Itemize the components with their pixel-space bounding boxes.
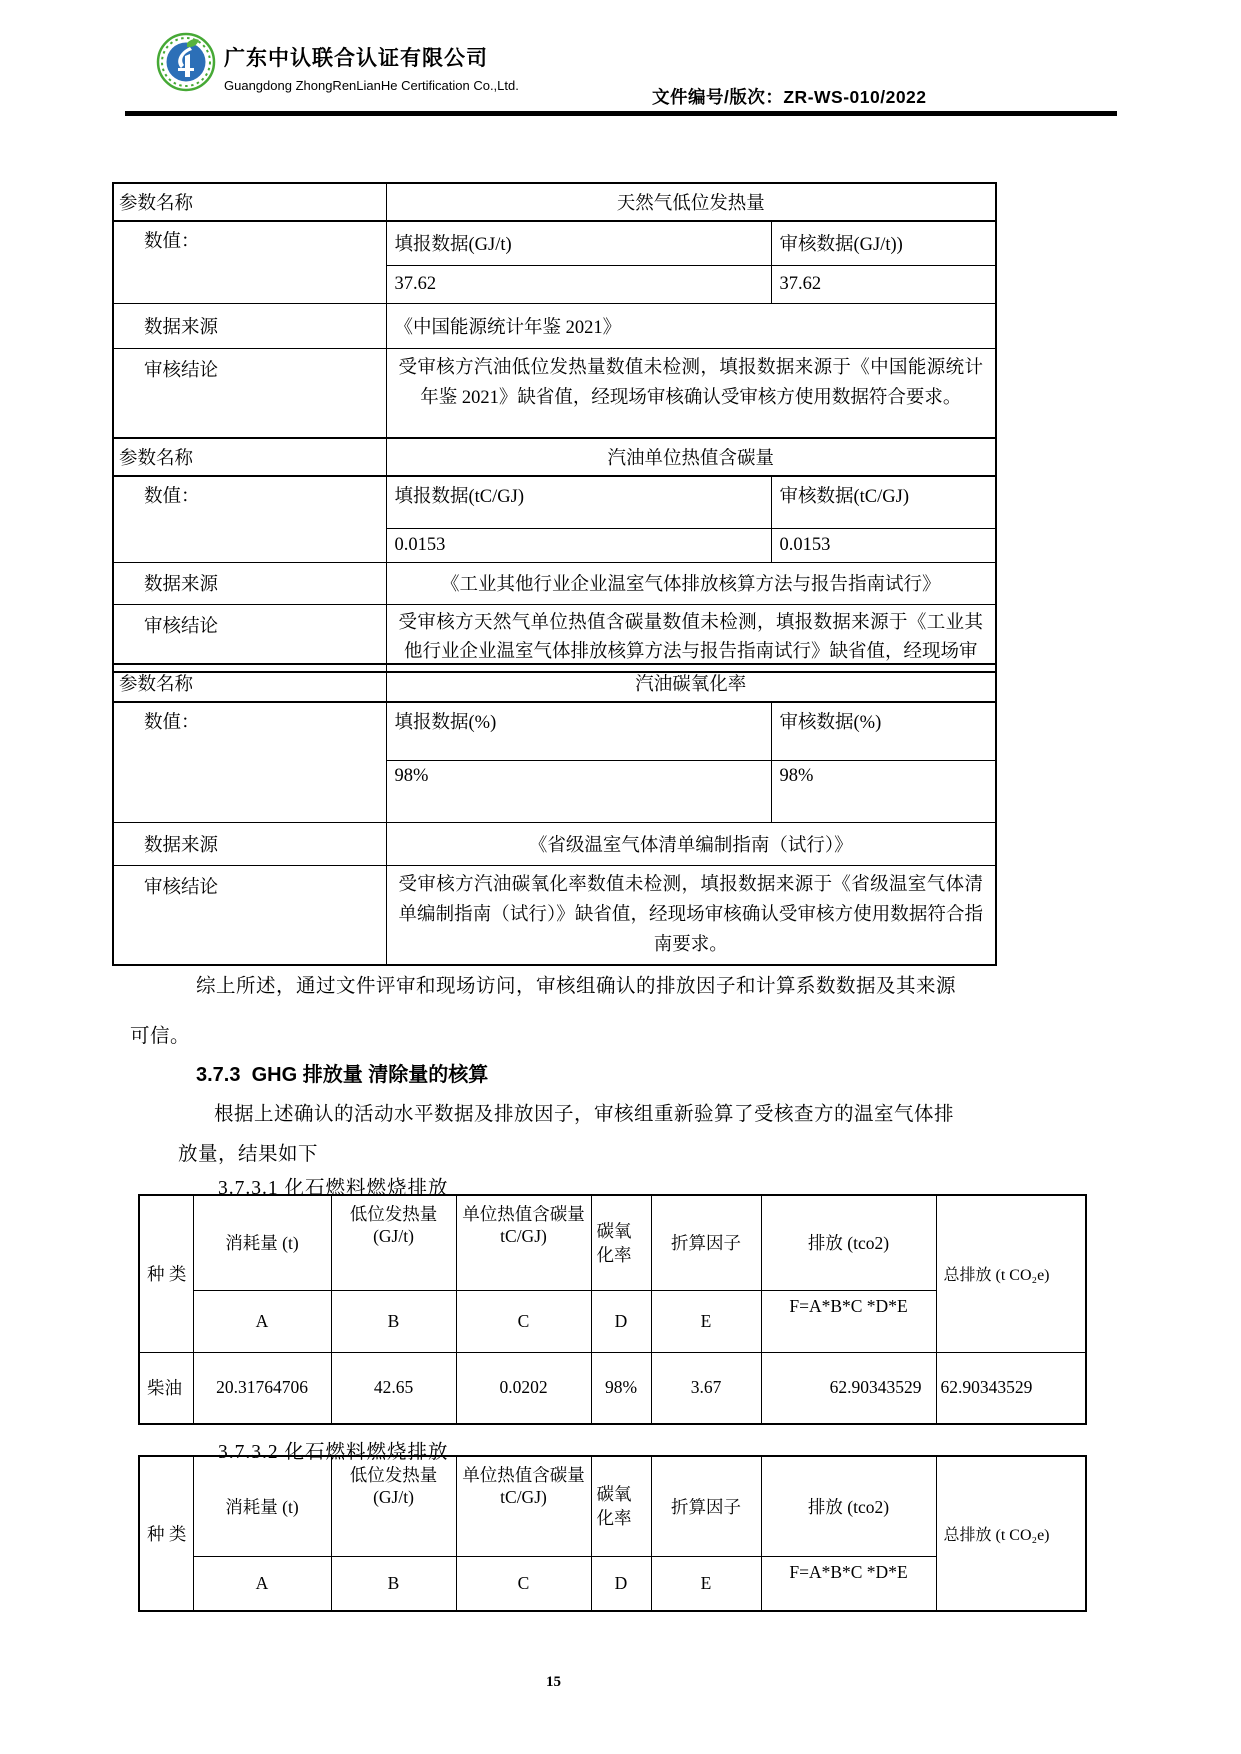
param-name-value: 天然气低位发热量 [386,183,996,221]
reported-data-value: 0.0153 [386,528,771,562]
data-source-value: 《工业其他行业企业温室气体排放核算方法与报告指南试行》 [386,562,996,604]
body-paragraph-line-1: 根据上述确认的活动水平数据及排放因子，审核组重新验算了受核查方的温室气体排 [214,1104,955,1125]
row-letter-f-formula: F=A*B*C *D*E [761,1290,936,1352]
emission-header: 排放 (tco2) [761,1195,936,1290]
reported-data-value: 37.62 [386,265,771,303]
oxidation-rate-header: 碳氧化率 [591,1195,651,1290]
reported-data-value: 98% [386,760,771,822]
data-source-label: 数据来源 [113,303,386,348]
page-number: 15 [546,1674,561,1690]
value-e: 3.67 [651,1352,761,1424]
parameter-table-carbon-content [112,437,997,673]
kind-header: 种 类 [139,1195,193,1352]
verified-data-header: 审核数据(GJ/t)) [771,221,996,265]
carbon-content-header: 单位热值含碳量 tC/GJ) [456,1195,591,1290]
row-letter-f-formula: F=A*B*C *D*E [761,1556,936,1611]
row-letter-e: E [651,1556,761,1611]
kind-header: 种 类 [139,1456,193,1611]
carbon-content-header: 单位热值含碳量 tC/GJ) [456,1456,591,1556]
table-caption-3-7-3-1: 3.7.3.1 化石燃料燃烧排放 [218,1178,449,1199]
consumption-header: 消耗量 (t) [193,1456,331,1556]
conversion-factor-header: 折算因子 [651,1456,761,1556]
row-letter-b: B [331,1290,456,1352]
value-f: 62.90343529 [761,1352,936,1424]
conclusion-value: 受审核方汽油低位发热量数值未检测，填报数据来源于《中国能源统计年鉴 2021》缺省值，经现场审核确认受审核方使用数据符合要求。 [386,348,996,438]
conclusion-label: 审核结论 [113,865,386,965]
emission-header: 排放 (tco2) [761,1456,936,1556]
verified-data-value: 0.0153 [771,528,996,562]
conclusion-label: 审核结论 [113,348,386,438]
value-label: 数值： [113,702,386,822]
company-name: 广东中认联合认证有限公司 [224,47,488,70]
consumption-header: 消耗量 (t) [193,1195,331,1290]
oxidation-rate-header: 碳氧化率 [591,1456,651,1556]
verified-data-header: 审核数据(%) [771,702,996,760]
row-letter-a: A [193,1290,331,1352]
value-label: 数值： [113,221,386,303]
row-letter-d: D [591,1556,651,1611]
param-name-label: 参数名称 [113,183,386,221]
fuel-type-cell: 柴油 [139,1352,193,1424]
ncv-header: 低位发热量 (GJ/t) [331,1456,456,1556]
value-a: 20.31764706 [193,1352,331,1424]
verified-data-value: 37.62 [771,265,996,303]
summary-paragraph [130,962,1000,1062]
row-letter-c: C [456,1556,591,1611]
reported-data-header: 填报数据(GJ/t) [386,221,771,265]
data-source-label: 数据来源 [113,822,386,865]
conversion-factor-header: 折算因子 [651,1195,761,1290]
param-name-value: 汽油单位热值含碳量 [386,438,996,476]
ghg-emission-table-2 [138,1455,1087,1612]
data-source-label: 数据来源 [113,562,386,604]
verified-data-value: 98% [771,760,996,822]
row-letter-c: C [456,1290,591,1352]
param-name-label: 参数名称 [113,664,386,702]
row-letter-e: E [651,1290,761,1352]
reported-data-header: 填报数据(tC/GJ) [386,476,771,528]
total-emission-header: 总排放 (t CO₂e) [936,1195,1086,1352]
value-label: 数值： [113,476,386,562]
ghg-emission-table-1 [138,1194,1087,1425]
ncv-header: 低位发热量 (GJ/t) [331,1195,456,1290]
summary-line-2: 可信。 [130,1026,191,1047]
doc-number: 文件编号/版次：ZR-WS-010/2022 [652,87,927,107]
param-name-label: 参数名称 [113,438,386,476]
body-paragraph [178,1095,1008,1175]
total-emission-header: 总排放 (t CO₂e) [936,1456,1086,1611]
value-d: 98% [591,1352,651,1424]
parameter-table-ncv [112,182,997,439]
conclusion-value: 受审核方汽油碳氧化率数值未检测，填报数据来源于《省级温室气体清单编制指南（试行）》缺省值，经现场审核确认受审核方使用数据符合指南要求。 [386,865,996,965]
value-c: 0.0202 [456,1352,591,1424]
body-paragraph-line-2: 放量，结果如下 [178,1144,319,1165]
row-letter-a: A [193,1556,331,1611]
header-divider [125,111,1117,116]
conclusion-value: 受审核方天然气单位热值含碳量数值未检测，填报数据来源于《工业其他行业企业温室气体排放核算方法与报告指南试行》缺省值，经现场审 [386,604,996,672]
verified-data-header: 审核数据(tC/GJ) [771,476,996,528]
parameter-table-oxidation-rate [112,663,997,966]
total-value-cell: 62.90343529 [936,1352,1086,1424]
data-source-value: 《中国能源统计年鉴 2021》 [386,303,996,348]
value-b: 42.65 [331,1352,456,1424]
table-caption-3-7-3-2: 3.7.3.2 化石燃料燃烧排放 [218,1442,449,1463]
reported-data-header: 填报数据(%) [386,702,771,760]
param-name-value: 汽油碳氧化率 [386,664,996,702]
data-source-value: 《省级温室气体清单编制指南（试行）》 [386,822,996,865]
row-letter-d: D [591,1290,651,1352]
table-row [139,1352,1086,1424]
company-logo-icon [156,32,216,92]
conclusion-label: 审核结论 [113,604,386,672]
section-heading-3-7-3: 3.7.3 GHG 排放量 清除量的核算 [196,1064,489,1086]
company-name-en: Guangdong ZhongRenLianHe Certification Co.,Ltd. [224,78,519,93]
summary-line-1: 综上所述，通过文件评审和现场访问，审核组确认的排放因子和计算系数数据及其来源 [196,976,957,997]
row-letter-b: B [331,1556,456,1611]
